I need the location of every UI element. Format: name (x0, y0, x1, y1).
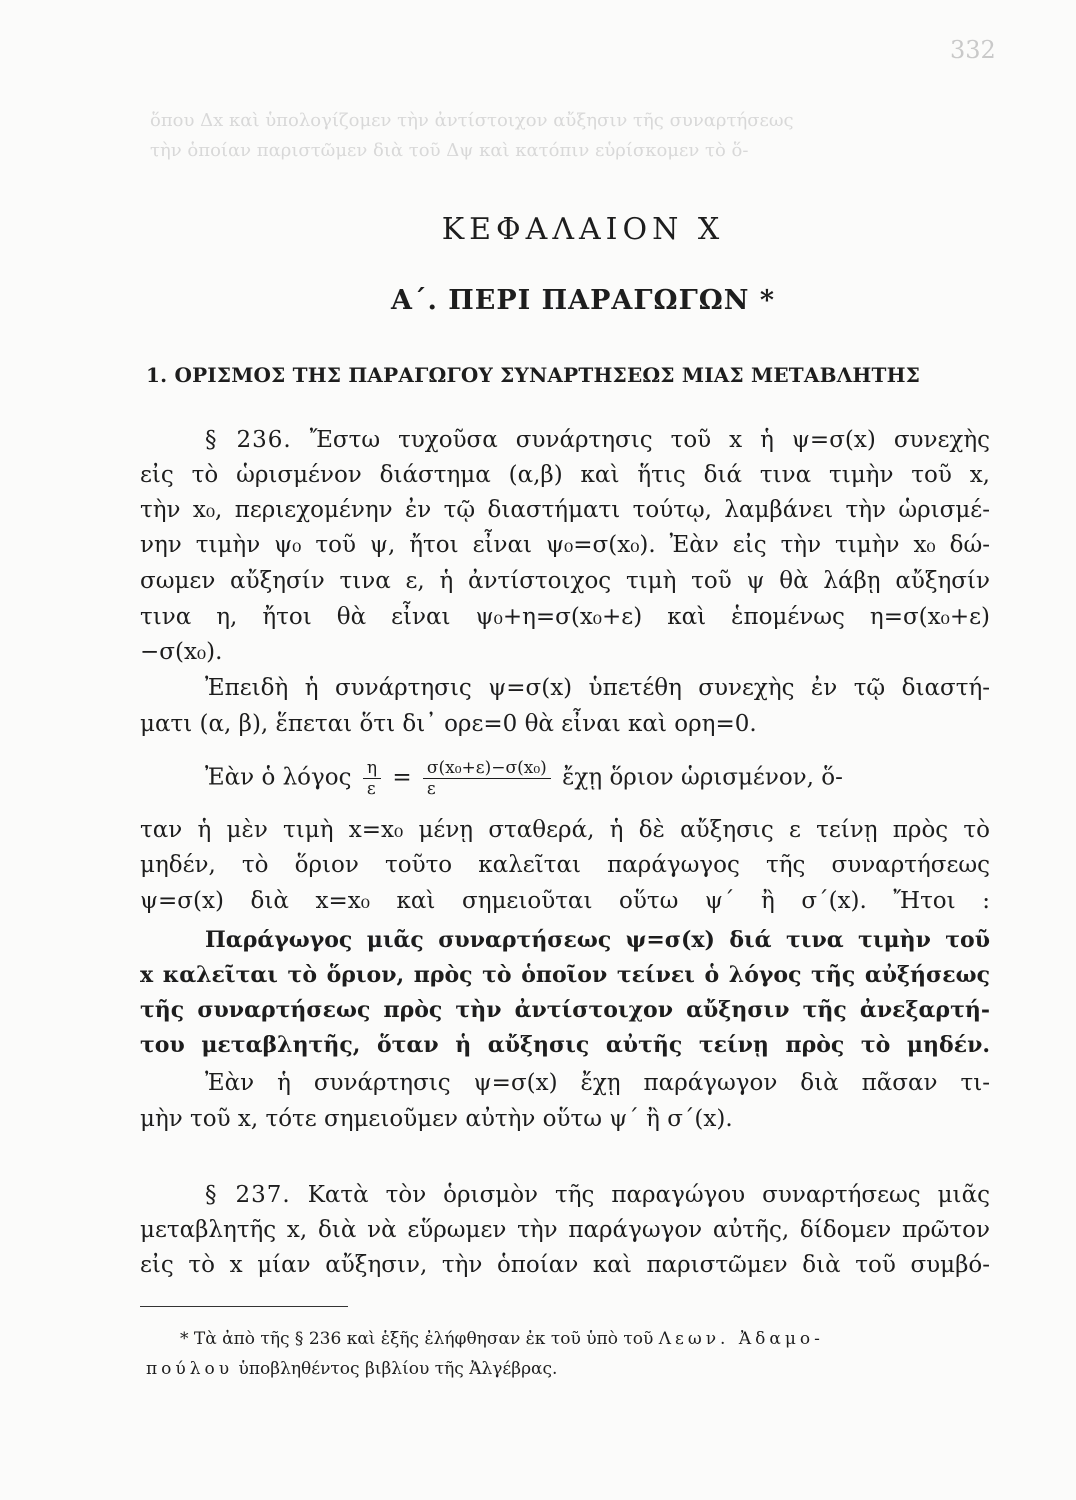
bleed-through-text: τὴν ὁποίαν παριστῶμεν διὰ τοῦ Δψ καὶ κατόπιν εὑρίσκομεν τὸ ὅ- (150, 140, 749, 161)
paragraph-mark: § 237. (205, 1182, 291, 1208)
definition-line: τῆς συναρτήσεως πρὸς τὴν ἀντίστοιχον αὔξησιν τῆς ἀνεξαρτή- (140, 997, 990, 1023)
paragraph-mark: § 236. (205, 427, 292, 453)
ratio-fraction (363, 758, 381, 799)
text-line: σωμεν αὔξησίν τινα ε, ἡ ἀντίστοιχος τιμὴ τοῦ ψ θὰ λάβῃ αὔξησίν (140, 568, 990, 594)
definition-line: x καλεῖται τὸ ὅριον, πρὸς τὸ ὁποῖον τείνει ὁ λόγος τῆς αὐξήσεως (140, 962, 990, 988)
text-line: Ἐὰν ἡ συνάρτησις ψ=σ(x) ἔχῃ παράγωγον διὰ πᾶσαν τι- (205, 1070, 990, 1096)
fraction-denominator: ε (366, 779, 376, 799)
page-number: 332 (950, 36, 996, 64)
definition-line: Παράγωγος μιᾶς συναρτήσεως ψ=σ(x) διά τινα τιμὴν τοῦ (205, 927, 990, 953)
fraction-numerator: η (363, 758, 381, 779)
text-line (205, 425, 990, 455)
text-line: μεταβλητῆς x, διὰ νὰ εὕρωμεν τὴν παράγωγον αὐτῆς, δίδομεν πρῶτον (140, 1217, 990, 1243)
definition-line: του μεταβλητῆς, ὅταν ἡ αὔξησις αὐτῆς τείνῃ πρὸς τὸ μηδέν. (140, 1032, 990, 1058)
chapter-title: ΚΕΦΑΛΑΙΟΝ Χ (441, 212, 725, 247)
text-line: −σ(x₀). (140, 639, 223, 665)
text-line: μηδέν, τὸ ὅριον τοῦτο καλεῖται παράγωγος τῆς συναρτήσεως (140, 852, 990, 878)
formula-line (205, 758, 990, 799)
bleed-through-text: ὅπου Δx καὶ ὑπολογίζομεν τὴν ἀντίστοιχον αὔξησιν τῆς συναρτήσεως (150, 110, 794, 131)
author-name: πούλου (146, 1359, 234, 1379)
text-span: ἔχῃ ὅριον ὡρισμένον, ὅ- (562, 764, 843, 791)
text-line: ταν ἡ μὲν τιμὴ x=x₀ μένῃ σταθερά, ἡ δὲ αὔξησις ε τείνῃ πρὸς τὸ (140, 817, 990, 843)
footnote-line (146, 1355, 956, 1383)
footnote-line (180, 1325, 990, 1353)
equals-sign: = (392, 764, 412, 791)
text-span: Κατὰ τὸν ὁρισμὸν τῆς παραγώγου συναρτήσεως μιᾶς (307, 1182, 990, 1208)
part-title: Α΄. ΠΕΡΙ ΠΑΡΑΓΩΓΩΝ * (391, 285, 775, 316)
author-name: Λεων. Ἀδαμο- (658, 1329, 824, 1349)
text-line: ματι (α, β), ἕπεται ὅτι δι᾿ ορε=0 θὰ εἶναι καὶ ορη=0. (140, 711, 757, 737)
text-span: Ἔστω τυχοῦσα συνάρτησις τοῦ x ἡ ψ=σ(x) συνεχὴς (309, 427, 990, 453)
text-line: εἰς τὸ ὡρισμένον διάστημα (α,β) καὶ ἥτις διά τινα τιμὴν τοῦ x, (140, 462, 990, 488)
section-heading: 1. ΟΡΙΣΜΟΣ ΤΗΣ ΠΑΡΑΓΩΓΟΥ ΣΥΝΑΡΤΗΣΕΩΣ ΜΙΑΣ ΜΕΤΑΒΛΗΤΗΣ (146, 363, 921, 387)
text-line: Ἐπειδὴ ἡ συνάρτησις ψ=σ(x) ὑπετέθη συνεχὴς ἐν τῷ διαστή- (205, 675, 990, 701)
text-line: τινα η, ἤτοι θὰ εἶναι ψ₀+η=σ(x₀+ε) καὶ ἑπομένως η=σ(x₀+ε) (140, 604, 990, 630)
text-span: Ἐὰν ὁ λόγος (205, 764, 352, 791)
text-span: ὑποβληθέντος βιβλίου τῆς Ἀλγέβρας. (238, 1359, 558, 1379)
text-line (205, 1180, 990, 1210)
fraction-denominator: ε (426, 779, 436, 799)
fraction-numerator: σ(x₀+ε)−σ(x₀) (423, 758, 551, 779)
text-line: νην τιμὴν ψ₀ τοῦ ψ, ἤτοι εἶναι ψ₀=σ(x₀). Ἐὰν εἰς τὴν τιμὴν x₀ δώ- (140, 532, 990, 558)
text-line: τὴν x₀, περιεχομένην ἐν τῷ διαστήματι τούτῳ, λαμβάνει τὴν ὡρισμέ- (140, 497, 990, 523)
text-span: * Τὰ ἀπὸ τῆς § 236 καὶ ἑξῆς ἐλήφθησαν ἐκ τοῦ ὑπὸ τοῦ (180, 1329, 654, 1349)
difference-quotient-fraction (423, 758, 551, 799)
text-line: εἰς τὸ x μίαν αὔξησιν, τὴν ὁποίαν καὶ παριστῶμεν διὰ τοῦ συμβό- (140, 1252, 990, 1278)
footnote-separator (140, 1306, 348, 1307)
text-line: ψ=σ(x) διὰ x=x₀ καὶ σημειοῦται οὕτω ψ΄ ἢ σ΄(x). Ἤτοι : (140, 888, 990, 914)
text-line: μὴν τοῦ x, τότε σημειοῦμεν αὐτὴν οὕτω ψ΄ ἢ σ΄(x). (140, 1106, 733, 1132)
